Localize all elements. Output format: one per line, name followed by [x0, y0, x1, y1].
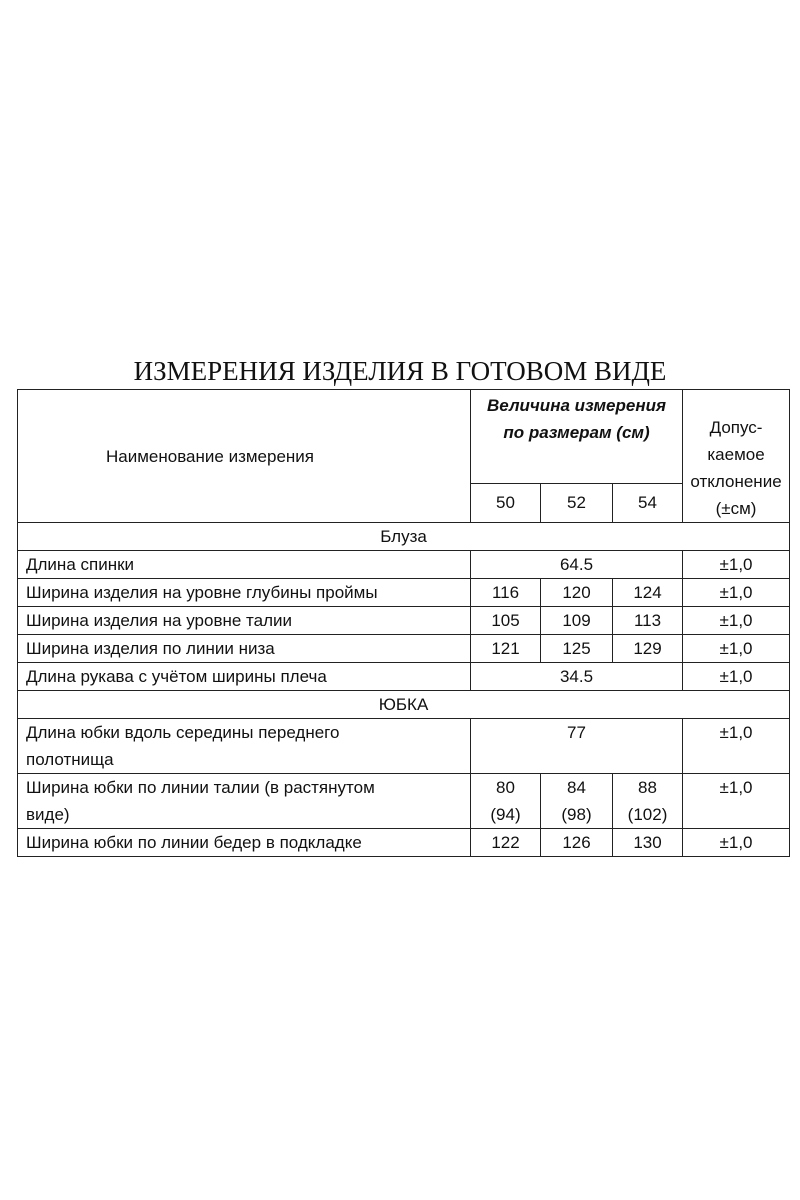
row-value-54 — [613, 774, 683, 829]
row-value-50 — [471, 774, 541, 829]
section-title-skirt: ЮБКА — [18, 691, 790, 719]
row-name: Длина спинки — [18, 551, 471, 579]
table-row — [18, 551, 790, 579]
row-value-54: 129 — [613, 635, 683, 663]
row-name — [18, 719, 471, 774]
row-name: Ширина юбки по линии бедер в подкладке — [18, 829, 471, 857]
row-tolerance: ±1,0 — [683, 635, 790, 663]
row-name-line2: полотнища — [26, 750, 114, 769]
row-tolerance: ±1,0 — [683, 663, 790, 691]
row-value-54: 130 — [613, 829, 683, 857]
row-tolerance: ±1,0 — [683, 551, 790, 579]
row-name: Длина рукава с учётом ширины плеча — [18, 663, 471, 691]
value-54-stretched: (102) — [627, 805, 668, 824]
row-value-50: 105 — [471, 607, 541, 635]
value-52: 84 — [567, 778, 586, 797]
measurements-table — [17, 389, 790, 857]
row-tolerance: ±1,0 — [683, 607, 790, 635]
header-deviation — [683, 390, 790, 523]
row-value: 34.5 — [471, 663, 683, 691]
row-tolerance: ±1,0 — [683, 719, 790, 774]
row-value-52: 120 — [541, 579, 613, 607]
row-value-52: 126 — [541, 829, 613, 857]
value-52-stretched: (98) — [561, 805, 592, 824]
value-50: 80 — [496, 778, 515, 797]
table-row — [18, 829, 790, 857]
document-title: ИЗМЕРЕНИЯ ИЗДЕЛИЯ В ГОТОВОМ ВИДЕ — [133, 356, 667, 386]
header-measure-name: Наименование измерения — [18, 390, 471, 523]
row-name: Ширина изделия по линии низа — [18, 635, 471, 663]
row-tolerance: ±1,0 — [683, 579, 790, 607]
row-value-52: 109 — [541, 607, 613, 635]
header-value-line2: по размерам (см) — [503, 423, 650, 442]
row-name: Ширина изделия на уровне талии — [18, 607, 471, 635]
row-value-52 — [541, 774, 613, 829]
row-name — [18, 774, 471, 829]
row-value-54: 113 — [613, 607, 683, 635]
row-value: 77 — [471, 719, 683, 774]
size-50: 50 — [471, 483, 541, 522]
row-name-line1: Ширина юбки по линии талии (в растянутом — [26, 778, 375, 797]
row-value: 64.5 — [471, 551, 683, 579]
section-title-blouse: Блуза — [18, 523, 790, 551]
header-value-line1: Величина измерения — [487, 396, 667, 415]
row-value-50: 122 — [471, 829, 541, 857]
table-row — [18, 635, 790, 663]
header-deviation-line1: Допус- — [709, 418, 763, 437]
header-deviation-line4: (±см) — [715, 499, 757, 518]
row-value-50: 116 — [471, 579, 541, 607]
table-row — [18, 663, 790, 691]
row-tolerance: ±1,0 — [683, 774, 790, 829]
row-value-50: 121 — [471, 635, 541, 663]
header-deviation-line3: отклонение — [690, 472, 782, 491]
value-50-stretched: (94) — [490, 805, 521, 824]
value-54: 88 — [638, 778, 657, 797]
table-row — [18, 719, 790, 774]
row-tolerance: ±1,0 — [683, 829, 790, 857]
table-row — [18, 579, 790, 607]
table-row — [18, 774, 790, 829]
section-row-skirt — [18, 691, 790, 719]
row-value-54: 124 — [613, 579, 683, 607]
row-value-52: 125 — [541, 635, 613, 663]
row-name-line1: Длина юбки вдоль середины переднего — [26, 723, 340, 742]
header-row — [18, 390, 790, 484]
size-54: 54 — [613, 483, 683, 522]
header-deviation-line2: каемое — [707, 445, 765, 464]
row-name-line2: виде) — [26, 805, 70, 824]
size-52: 52 — [541, 483, 613, 522]
row-name: Ширина изделия на уровне глубины проймы — [18, 579, 471, 607]
section-row-blouse — [18, 523, 790, 551]
table-row — [18, 607, 790, 635]
header-value-title — [471, 390, 683, 484]
